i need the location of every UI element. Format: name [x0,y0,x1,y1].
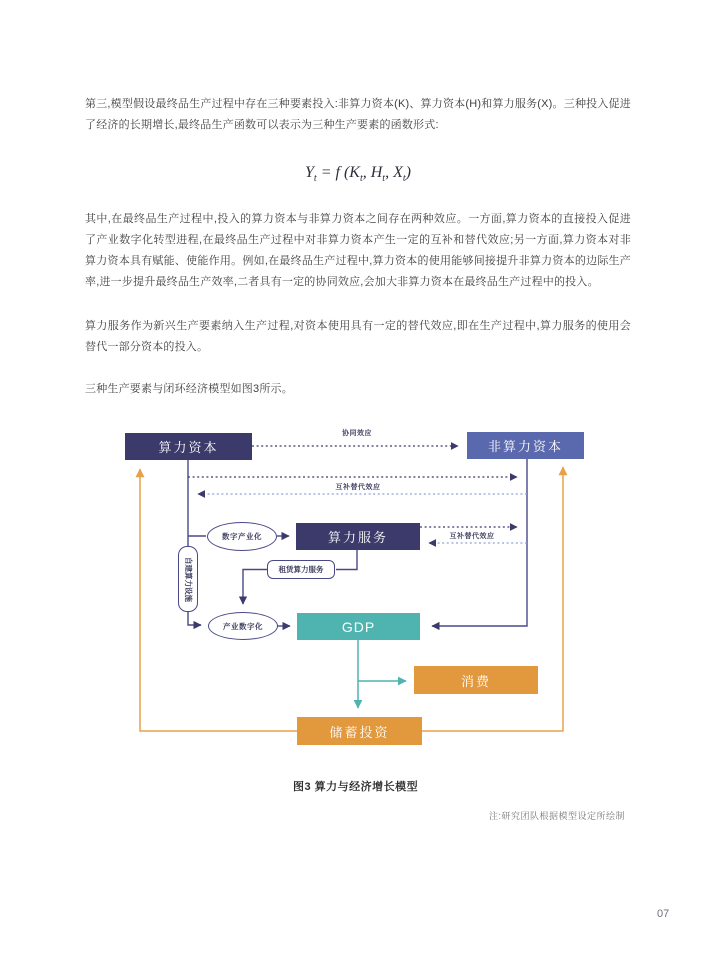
label-complement-substitution-effect-2: 互补替代效应 [449,533,495,540]
production-function-formula: $Y_t = f$ ($K_t$, $H_t$, $X_t$) [305,164,411,185]
formula-h: H [370,164,383,181]
node-consumption: 消费 [414,666,538,694]
formula-y: Y [305,164,314,181]
page-number: 07 [657,908,670,920]
label-complement-substitution-effect: 互补替代效应 [335,484,381,491]
node-industry-digitalization: 产业数字化 [208,612,278,640]
figure-note: 注:研究团队根据模型设定所绘制 [488,811,625,821]
paragraph-substitution-effect: 算力服务作为新兴生产要素纳入生产过程,对资本使用具有一定的替代效应,即在生产过程中,算力服务的使用会替代一部分资本的投入。 [85,320,631,353]
label-self-built-computing-facility: 自建算力设施 [178,546,198,612]
node-computing-service: 算力服务 [296,523,420,550]
label-synergy-effect: 协同效应 [342,430,372,437]
formula-x: X [393,164,403,181]
node-savings-investment: 储蓄投资 [297,717,422,745]
paragraph-two-effects: 其中,在最终品生产过程中,投入的算力资本与非算力资本之间存在两种效应。一方面,算力资本的直接投入促进了产业数字化转型进程,在最终品生产过程中对非算力资本产生一定的互补和替代效应;另一方面,算力资本对非算力资本具有赋能、使能作用。例如,在最终品生产过程中,算力资本的使用能够间接提升非算力资本的边际生产率,进一步提升最终品生产效率,二者具有一定的协同效应,会加大非算力资本在最终品生产过程中的投入。 [85,213,631,288]
node-digital-industrialization: 数字产业化 [207,522,277,551]
node-computing-capital: 算力资本 [125,433,252,460]
label-leased-computing-service: 租赁算力服务 [267,560,335,579]
economic-growth-model-diagram [0,425,710,760]
paragraph-model-assumption: 第三,模型假设最终品生产过程中存在三种要素投入:非算力资本(K)、算力资本(H)和算力服务(X)。三种投入促进了经济的长期增长,最终品生产函数可以表示为三种生产要素的函数形式: [85,98,631,131]
node-non-computing-capital: 非算力资本 [467,432,584,459]
paragraph-figure-reference: 三种生产要素与闭环经济模型如图3所示。 [85,383,293,395]
formula-k: K [349,164,360,181]
flow-arrows [0,425,710,760]
node-gdp: GDP [297,613,420,640]
figure-caption: 图3 算力与经济增长模型 [293,781,419,793]
